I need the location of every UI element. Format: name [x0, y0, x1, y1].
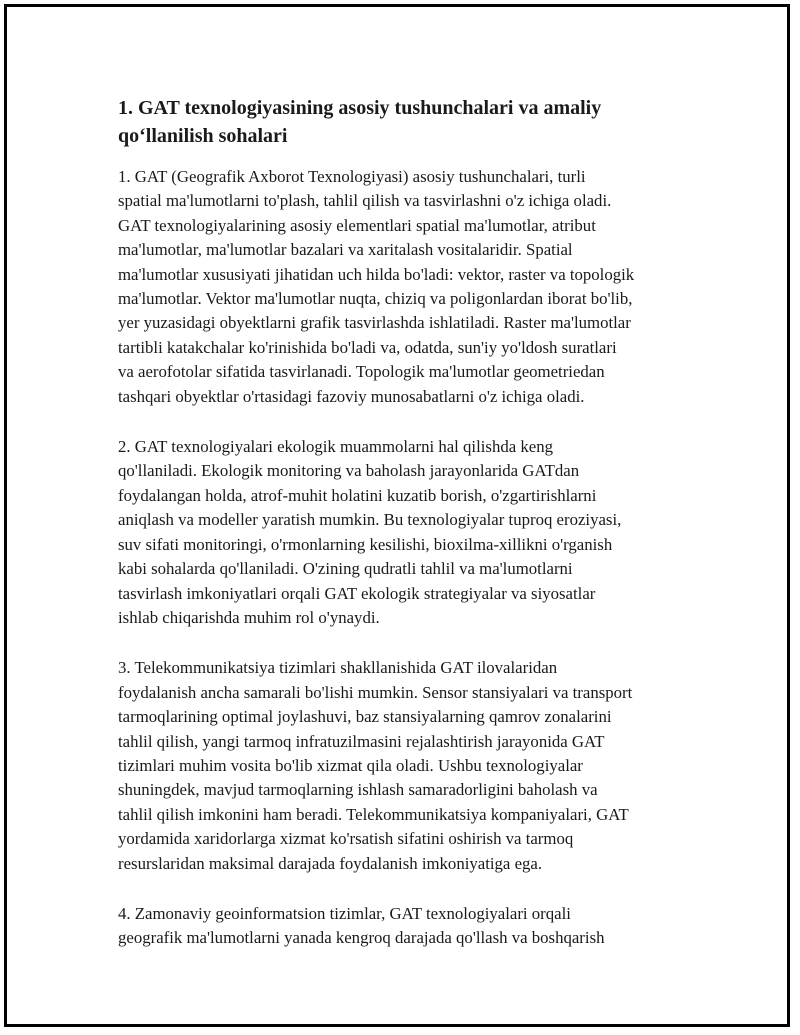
paragraph-3 [118, 656, 693, 876]
paragraph-4 [118, 902, 693, 951]
paragraph-1 [118, 165, 693, 409]
text-line: resurslaridan maksimal darajada foydalanish imkoniyatiga ega. [118, 853, 543, 873]
text-line: GAT texnologiyalarining asosiy elementlari spatial ma'lumotlar, atribut [118, 215, 596, 235]
text-line: tahlil qilish imkonini ham beradi. Telekommunikatsiya kompaniyalari, GAT [118, 804, 629, 824]
text-line: ma'lumotlar xususiyati jihatidan uch hilda bo'ladi: vektor, raster va topologik [118, 264, 635, 284]
text-line: yer yuzasidagi obyektlarni grafik tasvirlashda ishlatiladi. Raster ma'lumotlar [118, 313, 631, 333]
text-line: va aerofotolar sifatida tasvirlanadi. Topologik ma'lumotlar geometriedan [118, 362, 605, 382]
text-line: suv sifati monitoringi, o'rmonlarning kesilishi, bioxilma-xillikni o'rganish [118, 534, 613, 554]
text-line: ma'lumotlar. Vektor ma'lumotlar nuqta, chiziq va poligonlardan iborat bo'lib, [118, 289, 633, 309]
text-line: shuningdek, mavjud tarmoqlarning ishlash samaradorligini baholash va [118, 780, 598, 800]
text-line: tarmoqlarining optimal joylashuvi, baz stansiyalarning qamrov zonalarini [118, 707, 612, 727]
text-line: foydalangan holda, atrof-muhit holatini kuzatib borish, o'zgartirishlarni [118, 485, 597, 505]
text-line: tashqari obyektlar o'rtasidagi fazoviy munosabatlarni o'z ichiga oladi. [118, 386, 585, 406]
text-line: tartibli katakchalar ko'rinishida bo'ladi va, odatda, sun'iy yo'ldosh suratlari [118, 337, 617, 357]
text-line: aniqlash va modeller yaratish mumkin. Bu texnologiyalar tuproq eroziyasi, [118, 510, 622, 530]
text-line: ma'lumotlar, ma'lumotlar bazalari va xaritalash vositalaridir. Spatial [118, 240, 573, 260]
text-line: kabi sohalarda qo'llaniladi. O'zining qudratli tahlil va ma'lumotlarni [118, 559, 573, 579]
text-line: tasvirlash imkoniyatlari orqali GAT ekologik strategiyalar va siyosatlar [118, 583, 596, 603]
paragraph-2 [118, 435, 693, 630]
text-line: 3. Telekommunikatsiya tizimlari shakllanishida GAT ilovalaridan [118, 658, 558, 678]
text-line: tizimlari muhim vosita bo'lib xizmat qila oladi. Ushbu texnologiyalar [118, 755, 583, 775]
title-line: 1. GAT texnologiyasining asosiy tushunchalari va amaliy [118, 97, 602, 119]
document-title [118, 94, 693, 150]
text-line: spatial ma'lumotlarni to'plash, tahlil qilish va tasvirlashni o'z ichiga oladi. [118, 191, 612, 211]
text-line: tahlil qilish, yangi tarmoq infratuzilmasini rejalashtirish jarayonida GAT [118, 731, 605, 751]
text-line: 2. GAT texnologiyalari ekologik muammolarni hal qilishda keng [118, 437, 553, 457]
text-line: 4. Zamonaviy geoinformatsion tizimlar, GAT texnologiyalari orqali [118, 903, 571, 923]
text-line: yordamida xaridorlarga xizmat ko'rsatish sifatini oshirish va tarmoq [118, 829, 574, 849]
document-body [118, 94, 693, 977]
title-line: qo‘llanilish sohalari [118, 125, 288, 147]
text-line: ishlab chiqarishda muhim rol o'ynaydi. [118, 607, 380, 627]
text-line: geografik ma'lumotlarni yanada kengroq darajada qo'llash va boshqarish [118, 928, 605, 948]
text-line: foydalanish ancha samarali bo'lishi mumkin. Sensor stansiyalari va transport [118, 682, 633, 702]
text-line: qo'llaniladi. Ekologik monitoring va baholash jarayonlarida GATdan [118, 461, 580, 481]
text-line: 1. GAT (Geografik Axborot Texnologiyasi) asosiy tushunchalari, turli [118, 167, 586, 186]
